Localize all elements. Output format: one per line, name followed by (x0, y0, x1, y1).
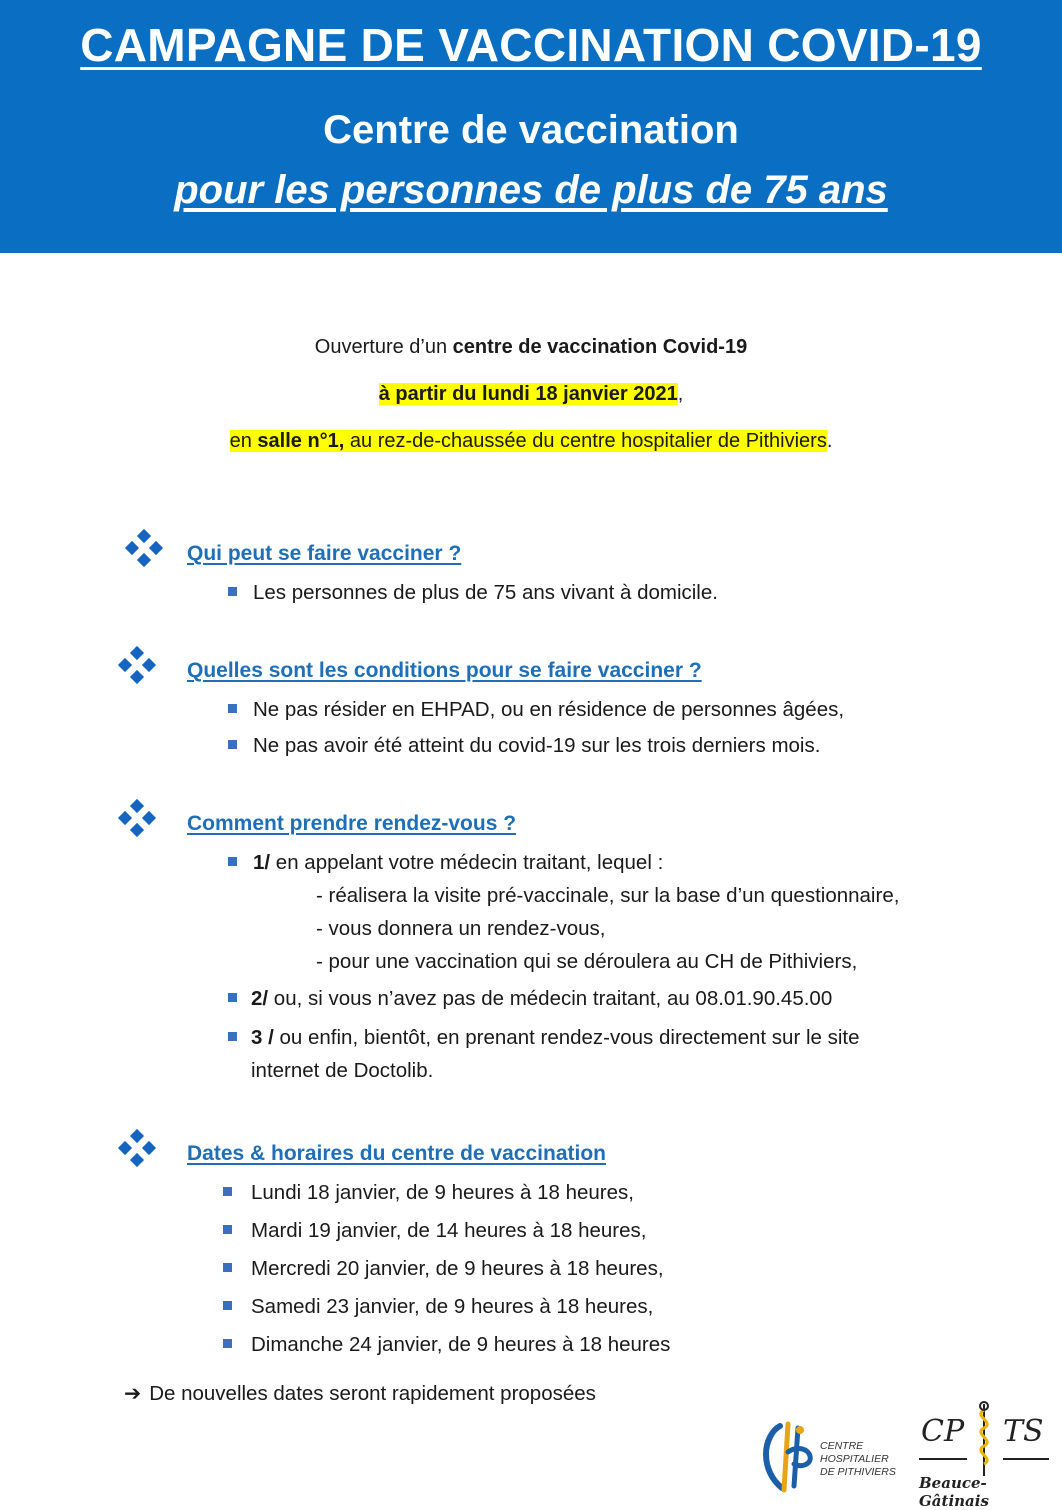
diamond-bullet-icon (119, 647, 155, 683)
intro-line-1: Ouverture d’un centre de vaccination Covid-19 (314, 336, 748, 358)
sub-item: - réalisera la visite pré-vaccinale, sur la base d’un questionnaire, (316, 884, 900, 907)
list-item: Mardi 19 janvier, de 14 heures à 18 heures, (251, 1219, 647, 1242)
page-subtitle-audience: pour les personnes de plus de 75 ans (174, 168, 888, 212)
list-item: 1/ en appelant votre médecin traitant, lequel : (253, 851, 664, 874)
square-bullet-icon (223, 1301, 232, 1310)
square-bullet-icon (228, 857, 237, 866)
page-title: CAMPAGNE DE VACCINATION COVID-19 (80, 19, 982, 71)
list-item: Dimanche 24 janvier, de 9 heures à 18 heures (251, 1333, 671, 1356)
list-item-continuation: internet de Doctolib. (251, 1059, 434, 1082)
list-item: 3 / ou enfin, bientôt, en prenant rendez-vous directement sur le site (251, 1026, 860, 1049)
square-bullet-icon (228, 993, 237, 1002)
sub-item: - pour une vaccination qui se déroulera au CH de Pithiviers, (316, 950, 858, 973)
diamond-bullet-icon (119, 800, 155, 836)
list-item: Lundi 18 janvier, de 9 heures à 18 heures, (251, 1181, 634, 1204)
sub-item: - vous donnera un rendez-vous, (316, 917, 606, 940)
diamond-bullet-icon (126, 530, 162, 566)
square-bullet-icon (228, 1032, 237, 1041)
list-item: Samedi 23 janvier, de 9 heures à 18 heures, (251, 1295, 654, 1318)
list-item: 2/ ou, si vous n’avez pas de médecin traitant, au 08.01.90.45.00 (251, 987, 833, 1010)
intro-line-3: en salle n°1, au rez-de-chaussée du centre hospitalier de Pithiviers. (229, 430, 833, 452)
list-item: Mercredi 20 janvier, de 9 heures à 18 heures, (251, 1257, 664, 1280)
square-bullet-icon (228, 587, 237, 596)
intro-line-2: à partir du lundi 18 janvier 2021, (378, 383, 684, 405)
arrow-right-icon: ➔ (124, 1382, 142, 1405)
section-title-appointment: Comment prendre rendez-vous ? (187, 812, 517, 835)
page-subtitle: Centre de vaccination (323, 108, 739, 152)
square-bullet-icon (228, 704, 237, 713)
centre-hospitalier-logo: CENTRE HOSPITALIER DE PITHIVIERS (758, 1420, 908, 1494)
footer-note: ➔ De nouvelles dates seront rapidement proposées (124, 1382, 596, 1405)
section-title-who: Qui peut se faire vacciner ? (187, 542, 462, 565)
square-bullet-icon (223, 1225, 232, 1234)
ch-monogram-icon (758, 1420, 818, 1494)
cpts-logo: CP TS Beauce-Gâtinais (915, 1400, 1055, 1498)
list-item: Ne pas avoir été atteint du covid-19 sur les trois derniers mois. (253, 734, 821, 757)
caduceus-icon (969, 1400, 999, 1480)
list-item: Ne pas résider en EHPAD, ou en résidence de personnes âgées, (253, 698, 845, 721)
square-bullet-icon (223, 1339, 232, 1348)
section-title-dates: Dates & horaires du centre de vaccination (187, 1142, 606, 1165)
square-bullet-icon (228, 740, 237, 749)
square-bullet-icon (223, 1263, 232, 1272)
diamond-bullet-icon (119, 1130, 155, 1166)
square-bullet-icon (223, 1187, 232, 1196)
section-title-conditions: Quelles sont les conditions pour se faire vacciner ? (187, 659, 702, 682)
header-banner (0, 0, 1062, 253)
list-item: Les personnes de plus de 75 ans vivant à domicile. (253, 581, 718, 604)
